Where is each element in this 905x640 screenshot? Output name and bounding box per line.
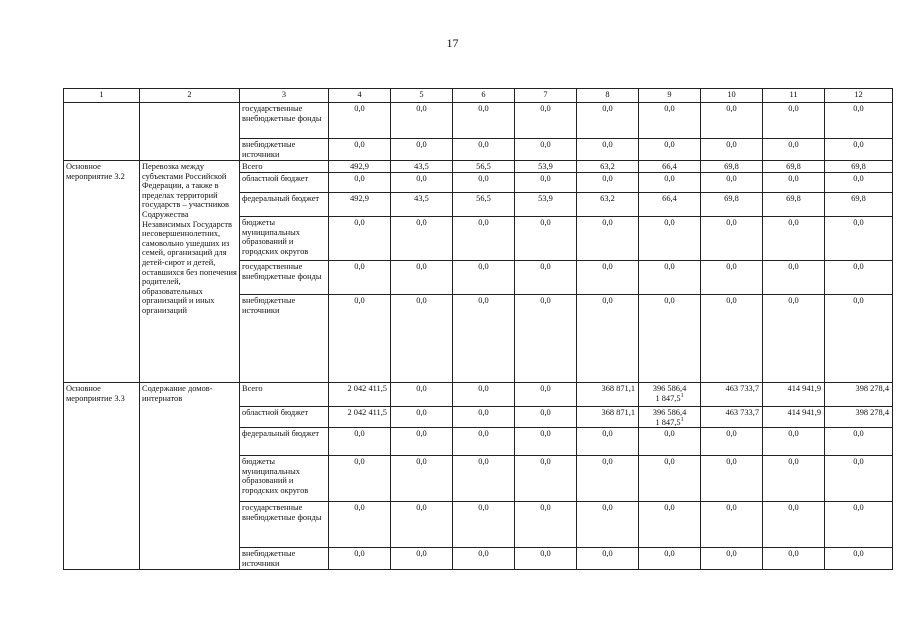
funding-source: государственные внебюджетные фонды (240, 103, 329, 139)
value-cell: 0,0 (825, 173, 893, 193)
value-cell: 0,0 (515, 407, 577, 428)
value-cell: 0,0 (577, 502, 639, 548)
column-header: 10 (701, 89, 763, 103)
value-cell: 414 941,9 (763, 407, 825, 428)
value-cell: 0,0 (329, 103, 391, 139)
value-cell: 69,8 (825, 193, 893, 217)
value-cell: 0,0 (329, 139, 391, 161)
funding-source: внебюджетные источники (240, 139, 329, 161)
column-header: 8 (577, 89, 639, 103)
value-cell: 0,0 (391, 407, 453, 428)
value-cell: 63,2 (577, 161, 639, 173)
value-cell: 2 042 411,5 (329, 383, 391, 407)
table-row (64, 103, 893, 139)
value-cell: 0,0 (391, 548, 453, 570)
value-cell: 0,0 (825, 217, 893, 261)
value-cell: 0,0 (391, 456, 453, 502)
funding-source: федеральный бюджет (240, 193, 329, 217)
funding-source: государственные внебюджетные фонды (240, 261, 329, 295)
header-row (64, 89, 893, 103)
value-cell: 0,0 (577, 295, 639, 383)
value-cell: 0,0 (391, 295, 453, 383)
value-cell: 56,5 (453, 161, 515, 173)
value-cell: 0,0 (515, 173, 577, 193)
value-cell: 0,0 (391, 428, 453, 456)
activity-code-cell (64, 103, 140, 161)
funding-source: внебюджетные источники (240, 295, 329, 383)
value-cell: 0,0 (825, 428, 893, 456)
value-cell: 414 941,9 (763, 383, 825, 407)
value-cell: 0,0 (391, 383, 453, 407)
funding-source: федеральный бюджет (240, 428, 329, 456)
value-cell: 0,0 (701, 139, 763, 161)
value-cell: 0,0 (577, 217, 639, 261)
value-cell: 0,0 (639, 428, 701, 456)
value-cell: 0,0 (763, 261, 825, 295)
value-cell: 69,8 (701, 193, 763, 217)
value-cell: 56,5 (453, 193, 515, 217)
value-cell: 0,0 (577, 139, 639, 161)
value-cell: 0,0 (577, 428, 639, 456)
activity-name-cell (140, 103, 240, 161)
value-cell: 0,0 (329, 295, 391, 383)
value-cell: 368 871,1 (577, 383, 639, 407)
value-cell: 0,0 (515, 502, 577, 548)
value-cell (639, 407, 701, 428)
funding-source: областной бюджет (240, 407, 329, 428)
value-cell: 0,0 (763, 428, 825, 456)
value-cell: 0,0 (825, 139, 893, 161)
value-cell: 2 042 411,5 (329, 407, 391, 428)
value-cell: 0,0 (515, 295, 577, 383)
funding-source: бюджеты муниципальных образований и городских округов (240, 456, 329, 502)
value-cell: 0,0 (701, 456, 763, 502)
value-cell: 0,0 (577, 548, 639, 570)
value-cell: 0,0 (639, 548, 701, 570)
value-cell: 0,0 (639, 456, 701, 502)
value-cell: 463 733,7 (701, 383, 763, 407)
column-header: 7 (515, 89, 577, 103)
column-header: 2 (140, 89, 240, 103)
value-cell: 0,0 (577, 103, 639, 139)
value-cell: 398 278,4 (825, 383, 893, 407)
value-cell: 0,0 (825, 548, 893, 570)
column-header: 6 (453, 89, 515, 103)
value-cell: 0,0 (515, 139, 577, 161)
value-cell: 0,0 (763, 217, 825, 261)
funding-source: внебюджетные источники (240, 548, 329, 570)
value-cell: 0,0 (639, 502, 701, 548)
value-cell: 0,0 (515, 217, 577, 261)
column-header: 1 (64, 89, 140, 103)
value-cell: 66,4 (639, 161, 701, 173)
value-cell: 0,0 (515, 456, 577, 502)
table-row (64, 161, 893, 173)
value-cell: 0,0 (515, 428, 577, 456)
value-cell: 398 278,4 (825, 407, 893, 428)
value-cell: 0,0 (701, 295, 763, 383)
column-header: 4 (329, 89, 391, 103)
funding-source: Всего (240, 383, 329, 407)
value-cell: 0,0 (825, 103, 893, 139)
value-cell: 0,0 (453, 383, 515, 407)
value-cell: 0,0 (577, 261, 639, 295)
value-cell: 63,2 (577, 193, 639, 217)
value-cell: 0,0 (825, 295, 893, 383)
activity-code-cell: Основное мероприятие 3.2 (64, 161, 140, 383)
budget-table (63, 88, 893, 570)
value-cell: 0,0 (453, 173, 515, 193)
activity-name-cell: Содержание домов-интернатов (140, 383, 240, 570)
value-cell: 0,0 (453, 407, 515, 428)
value-cell: 0,0 (453, 456, 515, 502)
column-header: 12 (825, 89, 893, 103)
value-cell: 0,0 (453, 548, 515, 570)
value-cell: 0,0 (329, 217, 391, 261)
value-cell: 0,0 (453, 295, 515, 383)
value-cell: 0,0 (763, 139, 825, 161)
value-cell: 0,0 (825, 456, 893, 502)
value-cell: 0,0 (577, 173, 639, 193)
column-header: 5 (391, 89, 453, 103)
value-cell: 0,0 (515, 103, 577, 139)
value-cell: 0,0 (639, 173, 701, 193)
value-cell: 0,0 (453, 502, 515, 548)
funding-source: областной бюджет (240, 173, 329, 193)
footnote-mark: 1 (680, 416, 684, 423)
value-cell: 66,4 (639, 193, 701, 217)
activity-code-cell: Основное мероприятие 3.3 (64, 383, 140, 570)
value-cell: 0,0 (391, 103, 453, 139)
value-cell: 0,0 (763, 103, 825, 139)
value-cell: 0,0 (329, 456, 391, 502)
value-cell: 492,9 (329, 161, 391, 173)
value-cell: 0,0 (639, 217, 701, 261)
value-cell: 0,0 (701, 502, 763, 548)
value-cell: 0,0 (639, 139, 701, 161)
funding-source: бюджеты муниципальных образований и городских округов (240, 217, 329, 261)
value-text: 1 847,5 (655, 393, 681, 403)
value-cell: 463 733,7 (701, 407, 763, 428)
value-cell: 0,0 (515, 383, 577, 407)
value-cell: 0,0 (763, 295, 825, 383)
value-cell: 0,0 (329, 548, 391, 570)
value-cell: 0,0 (453, 139, 515, 161)
value-cell: 0,0 (391, 173, 453, 193)
table-row (64, 383, 893, 407)
value-cell: 69,8 (763, 161, 825, 173)
value-cell: 53,9 (515, 193, 577, 217)
value-cell: 69,8 (701, 161, 763, 173)
value-cell: 53,9 (515, 161, 577, 173)
value-cell (639, 383, 701, 407)
value-cell: 69,8 (825, 161, 893, 173)
value-cell: 0,0 (639, 295, 701, 383)
column-header: 9 (639, 89, 701, 103)
value-cell: 43,5 (391, 193, 453, 217)
value-cell: 0,0 (763, 502, 825, 548)
value-cell: 0,0 (391, 502, 453, 548)
value-cell: 0,0 (701, 173, 763, 193)
value-cell: 0,0 (453, 428, 515, 456)
value-cell: 0,0 (453, 261, 515, 295)
value-cell: 0,0 (515, 261, 577, 295)
activity-name-cell: Перевозка между субъектами Российской Федерации, а также в пределах территорий государств – участников Содружества Независимых Государств несовершеннолетних, самовольно ушедших из семей, организаций для детей-сирот и детей, оставшихся без попечения родителей, образовательных организаций и иных организаций (140, 161, 240, 383)
value-cell: 0,0 (577, 456, 639, 502)
value-cell: 0,0 (701, 217, 763, 261)
value-cell: 0,0 (329, 502, 391, 548)
funding-source: Всего (240, 161, 329, 173)
value-cell: 0,0 (763, 173, 825, 193)
value-cell: 0,0 (391, 217, 453, 261)
value-cell: 0,0 (453, 217, 515, 261)
value-cell: 0,0 (763, 548, 825, 570)
value-cell: 0,0 (329, 261, 391, 295)
value-cell: 0,0 (391, 139, 453, 161)
value-cell: 0,0 (391, 261, 453, 295)
value-text: 396 586,4 (652, 384, 687, 393)
footnote-mark: 1 (680, 392, 684, 399)
value-cell: 0,0 (453, 103, 515, 139)
value-cell: 0,0 (515, 548, 577, 570)
value-cell: 0,0 (701, 261, 763, 295)
value-cell: 0,0 (329, 173, 391, 193)
value-text: 396 586,4 (652, 408, 687, 417)
value-cell: 0,0 (701, 428, 763, 456)
value-cell: 0,0 (763, 456, 825, 502)
value-cell: 69,8 (763, 193, 825, 217)
page-number: 17 (446, 36, 459, 50)
value-cell: 0,0 (701, 103, 763, 139)
value-cell: 0,0 (639, 261, 701, 295)
funding-source: государственные внебюджетные фонды (240, 502, 329, 548)
value-cell: 0,0 (825, 502, 893, 548)
value-cell: 0,0 (825, 261, 893, 295)
value-cell: 0,0 (701, 548, 763, 570)
value-cell: 43,5 (391, 161, 453, 173)
column-header: 3 (240, 89, 329, 103)
value-cell: 492,9 (329, 193, 391, 217)
value-cell: 368 871,1 (577, 407, 639, 428)
value-text: 1 847,5 (655, 417, 681, 427)
value-cell: 0,0 (639, 103, 701, 139)
column-header: 11 (763, 89, 825, 103)
value-cell: 0,0 (329, 428, 391, 456)
